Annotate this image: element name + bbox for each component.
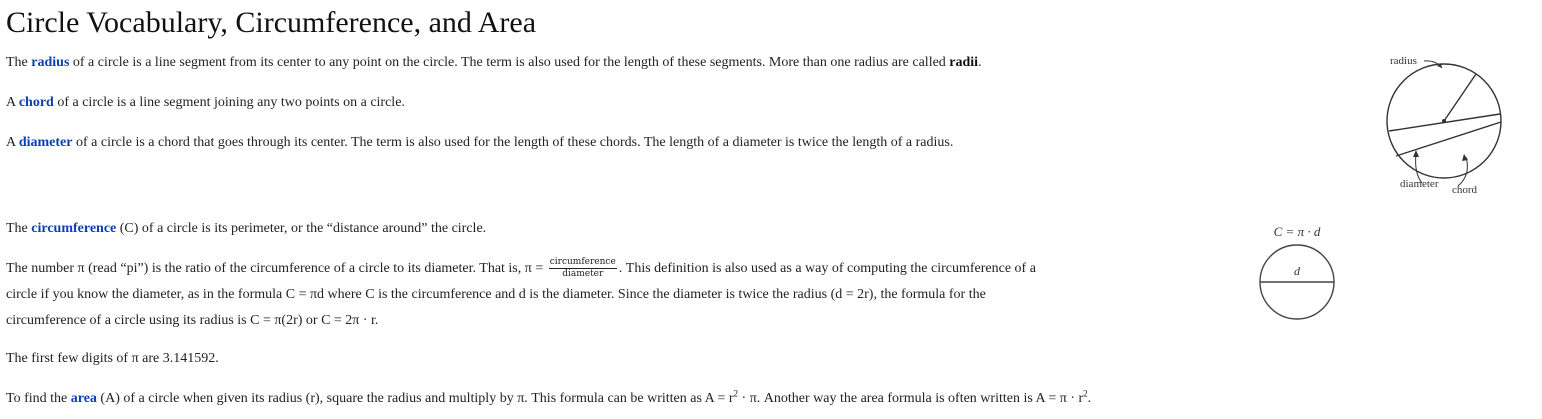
fraction-denominator: diameter (562, 269, 604, 280)
area-text-mid2: · π. Another way the area formula is often written is A = π · r (738, 391, 1084, 406)
digits-paragraph: The first few digits of π are 3.141592. (6, 351, 219, 366)
diameter-text-pre: A (6, 135, 19, 150)
area-text-pre: To find the (6, 391, 71, 406)
radius-segment (1444, 74, 1476, 121)
chord-text-pre: A (6, 95, 19, 110)
circle-vocabulary-figure (1380, 48, 1520, 203)
circumference-text-end: (C) of a circle is its perimeter, or the “distance around” the circle. (116, 221, 487, 236)
circumference-formula: C = π · d (1273, 224, 1321, 239)
circumference-paragraph (6, 216, 486, 242)
radius-term: radius (31, 55, 70, 70)
diameter-text-end: of a circle is a chord that goes through its center. The term is also used for the length of these chords. The length of a diameter is twice the length of a radius. (72, 135, 954, 150)
radius-text-mid: of a circle is a line segment from its center to any point on the circle. The term is also used for the length of these segments. More than one radius are called (69, 55, 950, 70)
pi-line-3: circumference of a circle using its radius is C = π(2r) or C = 2π · r. (6, 313, 379, 328)
pi-fraction (549, 257, 617, 280)
radii-term: radii (949, 55, 979, 70)
diameter-paragraph (6, 130, 953, 156)
pi-line-2: circle if you know the diameter, as in the formula C = πd where C is the circumference and d is the diameter. Since the diameter is twice the radius (d = 2r), the formula for the (6, 287, 986, 302)
area-paragraph (6, 386, 1091, 412)
radius-text-pre: The (6, 55, 32, 70)
radius-label: radius (1390, 55, 1417, 67)
chord-label: chord (1452, 184, 1478, 196)
area-text-end: . (1087, 391, 1092, 406)
chord-text-end: of a circle is a line segment joining any two points on a circle. (53, 95, 405, 110)
diameter-label: diameter (1400, 178, 1439, 190)
area-exponent-1: 2 (733, 388, 739, 399)
circumference-formula-figure (1250, 218, 1350, 328)
fraction-numerator: circumference (549, 257, 616, 268)
chord-pointer (1458, 157, 1467, 186)
radius-paragraph (6, 50, 982, 76)
chord-paragraph (6, 90, 405, 116)
diameter-arrowhead (1413, 150, 1419, 157)
page-title: Circle Vocabulary, Circumference, and Area (6, 6, 537, 39)
radius-text-end: . (978, 55, 982, 70)
pi-line-1 (6, 256, 1036, 282)
pi-paragraph (6, 256, 1036, 334)
chord-term: chord (18, 95, 54, 110)
area-exponent-2: 2 (1083, 388, 1088, 399)
diameter-term: diameter (18, 135, 73, 150)
circumference-term: circumference (31, 221, 117, 236)
pi-line-1-end: . This definition is also used as a way of computing the circumference of a (618, 261, 1036, 276)
area-text-mid: (A) of a circle when given its radius (r), square the radius and multiply by π. This formula can be written as A = r (96, 391, 734, 406)
diameter-d-label: d (1294, 264, 1300, 278)
chord-arrowhead (1462, 154, 1468, 161)
circumference-text-pre: The (6, 221, 32, 236)
pi-line-1-pre: The number π (read “pi”) is the ratio of the circumference of a circle to its diameter. That is, π = (6, 261, 547, 276)
area-term: area (70, 391, 97, 406)
